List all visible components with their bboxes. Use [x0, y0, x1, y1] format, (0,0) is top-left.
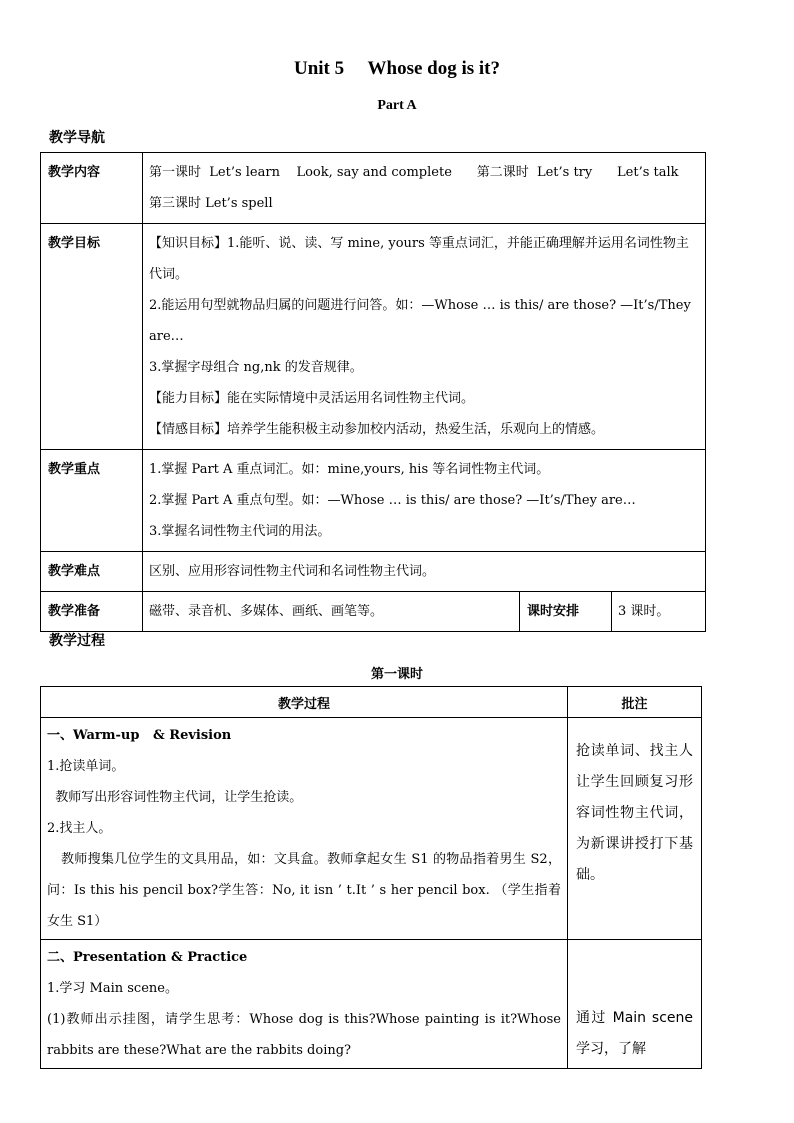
content-row: [41, 153, 706, 224]
difficulties-cell: 区别、应用形容词性物主代词和名词性物主代词。: [143, 552, 706, 592]
key-point-line: 2.掌握 Part A 重点句型。如：—Whose … is this/ are those? —It’s/They are…: [149, 493, 636, 508]
process-line: 2.找主人。: [47, 821, 112, 836]
goal-line: 【知识目标】1.能听、说、读、写 mine, yours 等重点词汇，并能正确理解并运用名词性物主代词。: [149, 236, 689, 282]
difficulties-row: [41, 552, 706, 592]
section-row: [41, 718, 702, 940]
section-row: [41, 940, 702, 1069]
key-point-line: 1.掌握 Part A 重点词汇。如：mine,yours, his 等名词性物主代词。: [149, 462, 550, 477]
process-header-row: [41, 687, 702, 718]
page-title: Unit 5 Whose dog is it?: [293, 58, 501, 79]
goals-row: [41, 224, 706, 450]
goal-line: 【能力目标】能在实际情境中灵活运用名词性物主代词。: [149, 391, 475, 406]
section-heading: 一、Warm-up & Revision: [47, 728, 232, 743]
content-cell: [143, 153, 706, 224]
process-line: (1)教师出示挂图，请学生思考：Whose dog is this?Whose painting is it?Whose rabbits are these?What are the rabbits doing?: [47, 1012, 561, 1058]
teaching-guide-table: [40, 152, 706, 632]
teaching-process-table: [40, 686, 702, 1069]
goal-line: 2.能运用句型就物品归属的问题进行问答。如：—Whose … is this/ are those? —It’s/They are…: [149, 298, 691, 344]
section-heading: 二、Presentation & Practice: [47, 950, 248, 965]
goals-label: 教学目标: [41, 224, 143, 450]
page-subtitle: Part A: [377, 98, 417, 113]
section-cell: [41, 718, 568, 940]
process-line: 教师搜集几位学生的文具用品，如：文具盒。教师拿起女生 S1 的物品指着男生 S2，问：Is this his pencil box?学生答：No, it isn ’ t.It ’ s her pencil box. （学生指着女生 S1）: [47, 852, 561, 929]
key-points-row: [41, 450, 706, 552]
guide-section-label: 教学导航: [49, 130, 105, 146]
process-section-label: 教学过程: [49, 633, 105, 649]
lesson-title: 第一课时: [370, 667, 423, 682]
content-line: 第一课时 Let’s learn Look, say and complete 第二课时 Let’s try Let’s talk: [149, 165, 679, 180]
schedule-value: 3 课时。: [612, 592, 706, 632]
goal-line: 3.掌握字母组合 ng,nk 的发音规律。: [149, 360, 363, 375]
key-points-cell: [143, 450, 706, 552]
goal-line: 【情感目标】培养学生能积极主动参加校内活动，热爱生活，乐观向上的情感。: [149, 422, 605, 437]
notes-header: 批注: [568, 687, 702, 718]
schedule-label: 课时安排: [520, 592, 612, 632]
preparation-cell: 磁带、录音机、多媒体、画纸、画笔等。: [143, 592, 520, 632]
note-cell: 抢读单词、找主人让学生回顾复习形容词性物主代词，为新课讲授打下基础。: [568, 718, 702, 940]
section-cell: [41, 940, 568, 1069]
process-header: 教学过程: [41, 687, 568, 718]
key-point-line: 3.掌握名词性物主代词的用法。: [149, 524, 331, 539]
process-line: 1.学习 Main scene。: [47, 981, 178, 996]
preparation-label: 教学准备: [41, 592, 143, 632]
content-line: 第三课时 Let’s spell: [149, 196, 273, 211]
preparation-row: [41, 592, 706, 632]
goals-cell: [143, 224, 706, 450]
key-points-label: 教学重点: [41, 450, 143, 552]
difficulties-label: 教学难点: [41, 552, 143, 592]
process-line: 1.抢读单词。: [47, 759, 125, 774]
content-label: 教学内容: [41, 153, 143, 224]
note-cell: 通过 Main scene 学习，了解: [568, 940, 702, 1069]
process-line: 教师写出形容词性物主代词，让学生抢读。: [47, 790, 303, 805]
